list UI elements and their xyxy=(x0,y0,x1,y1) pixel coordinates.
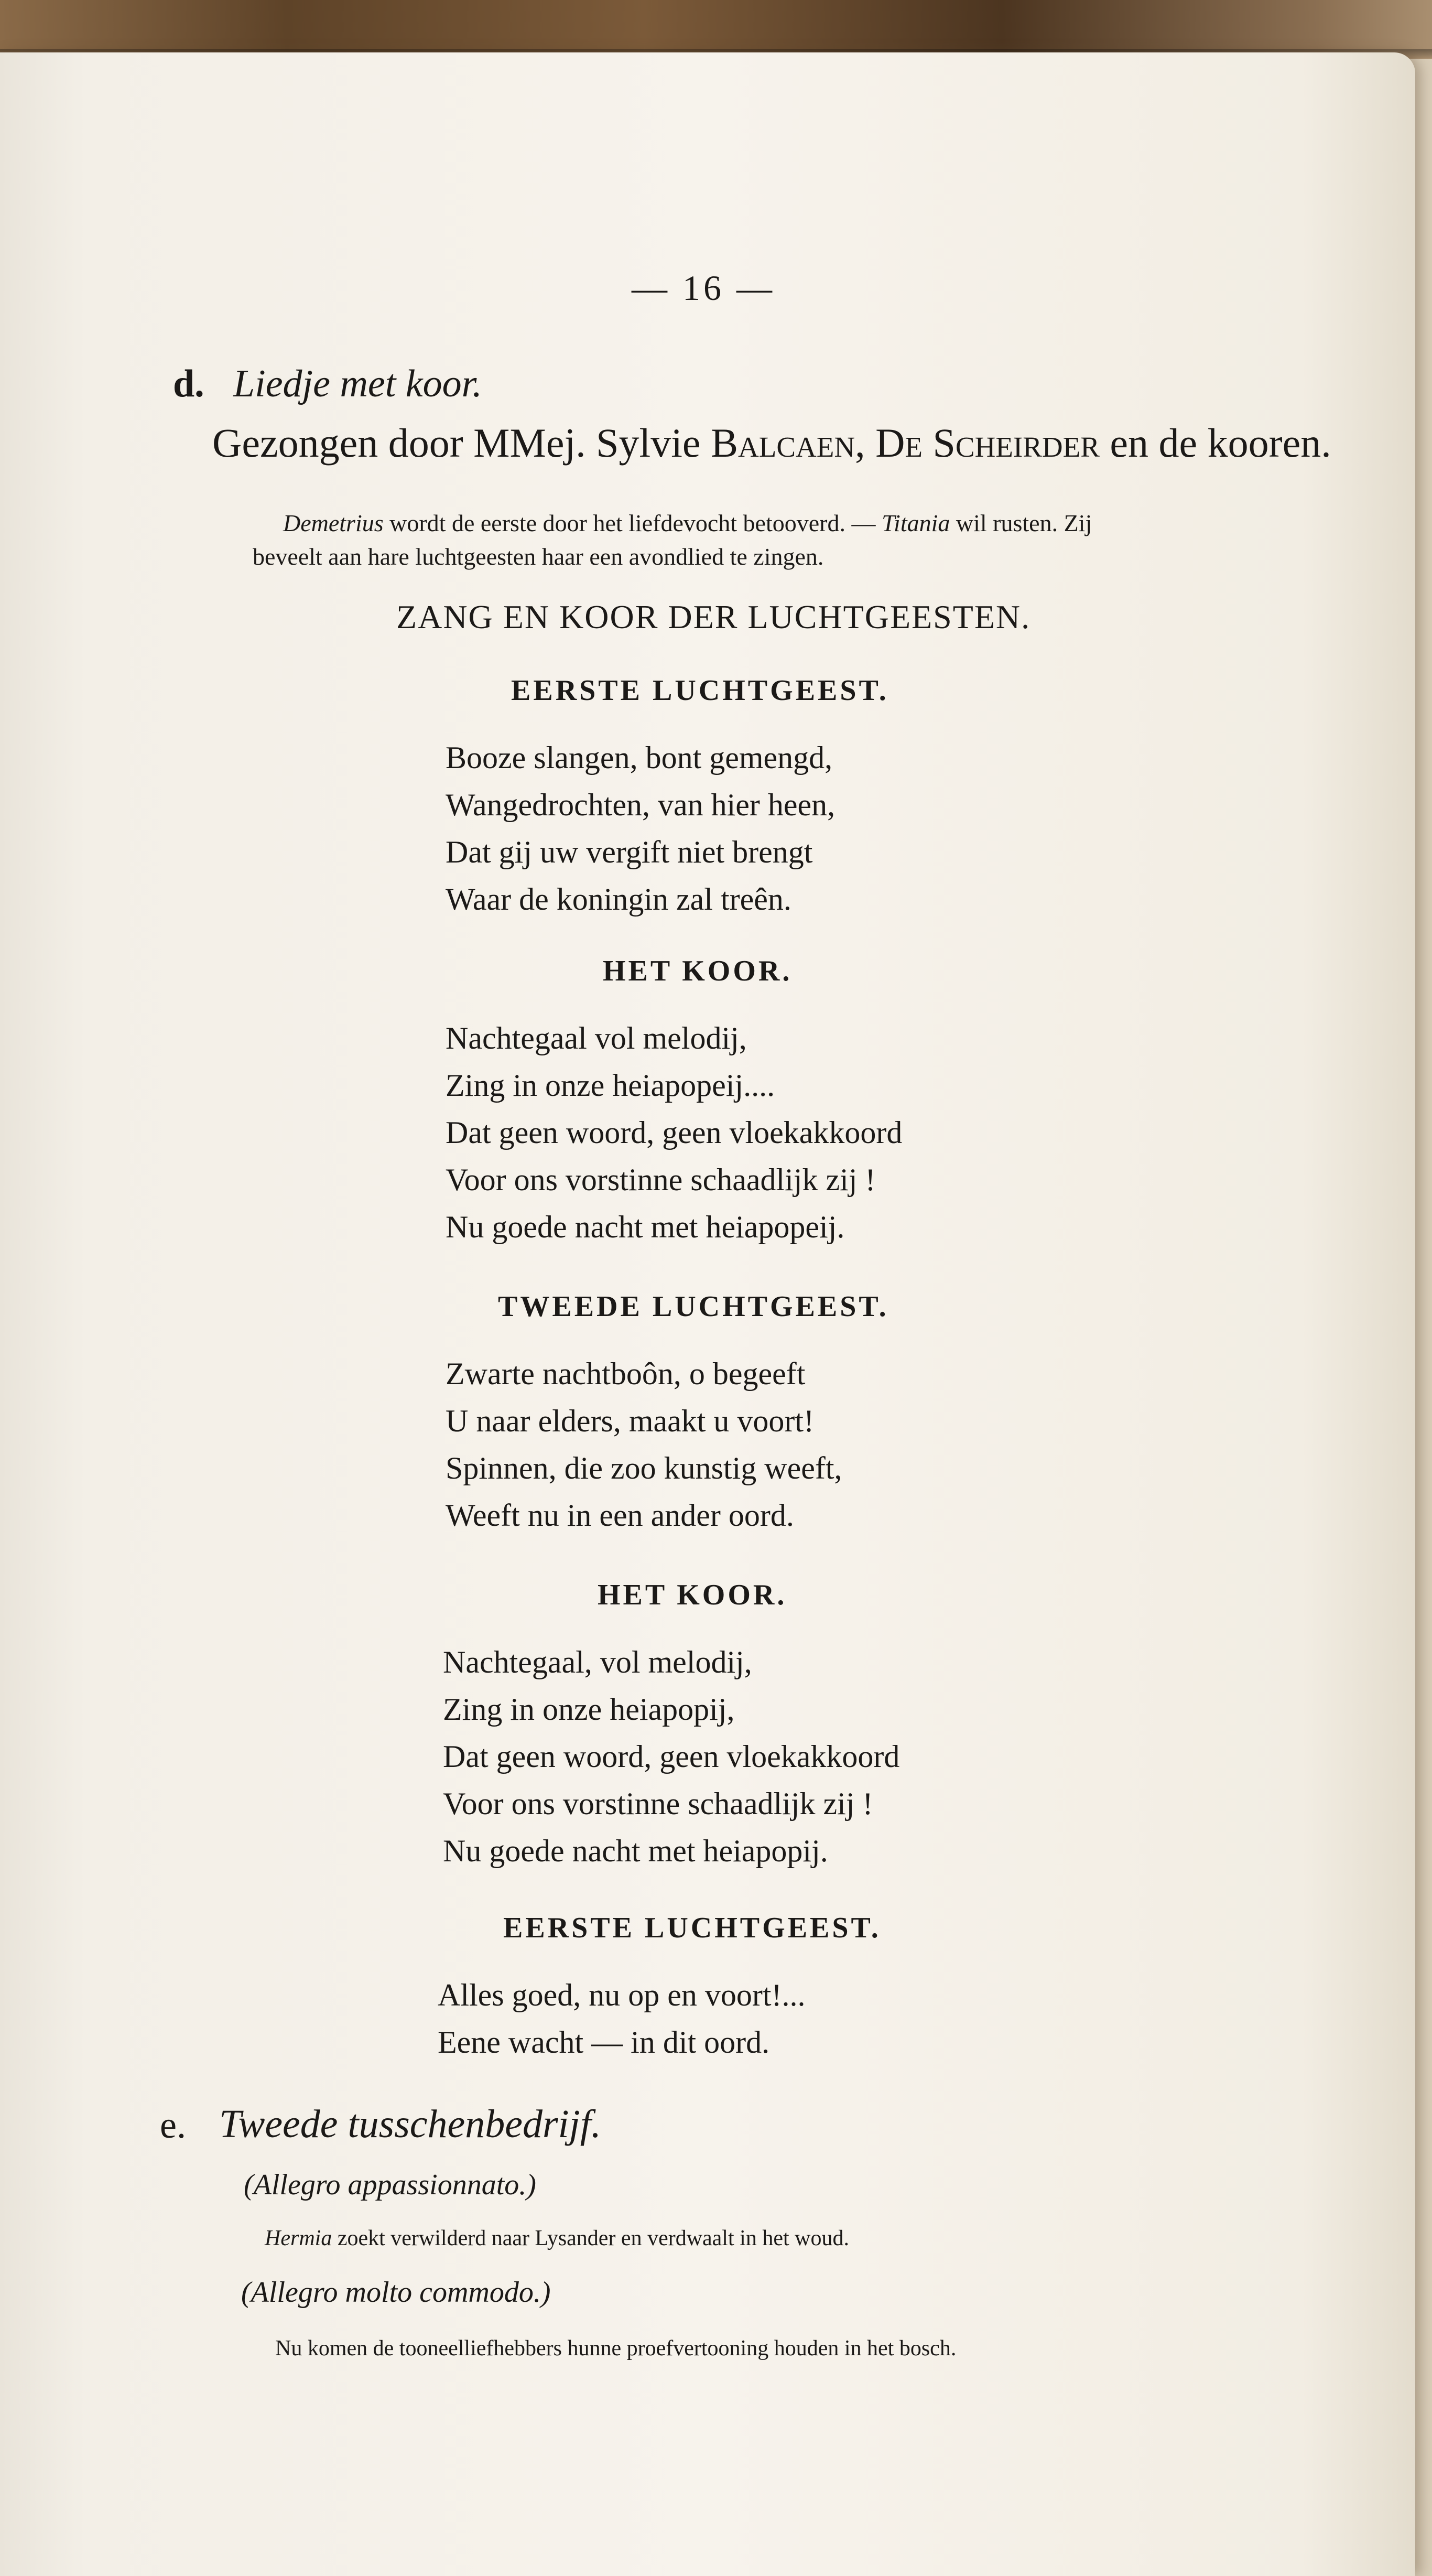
verse-line: Zwarte nachtboôn, o begeeft xyxy=(446,1356,806,1391)
singer-separator: , xyxy=(855,420,876,466)
verse-line: Voor ons vorstinne schaadlijk zij ! xyxy=(443,1786,873,1821)
verse-line: Zing in onze heiapopij, xyxy=(443,1692,735,1727)
stanza-speaker: EERSTE LUCHTGEEST. xyxy=(511,674,889,707)
stanza-speaker: HET KOOR. xyxy=(603,955,793,987)
verse-line: Booze slangen, bont gemengd, xyxy=(446,740,833,775)
stage-note-players: Nu komen de tooneelliefhebbers hunne proefvertooning houden in het bosch. xyxy=(275,2336,957,2361)
verse-line: Weeft nu in een ander oord. xyxy=(446,1498,794,1533)
verse-line: Dat geen woord, geen vloekakkoord xyxy=(446,1115,903,1150)
section-d-letter: d. xyxy=(173,362,204,405)
character-hermia: Hermia xyxy=(265,2226,332,2250)
singer-1: Balcaen xyxy=(711,420,855,466)
book-spine-edge xyxy=(0,0,1432,59)
section-d-title: Liedje met koor. xyxy=(233,362,482,405)
tempo-marking-1: (Allegro appassionnato.) xyxy=(244,2169,536,2201)
verse-line: Wangedrochten, van hier heen, xyxy=(446,788,836,822)
sung-by-prefix: Gezongen door MMej. Sylvie xyxy=(212,420,711,466)
verse-line: Zing in onze heiapopeij.... xyxy=(446,1068,775,1103)
stage-note-text: wordt de eerste door het liefdevocht betooverd. — xyxy=(383,510,882,536)
character-demetrius: Demetrius xyxy=(283,510,384,536)
stanza-speaker: EERSTE LUCHTGEEST. xyxy=(503,1912,881,1944)
verse-line: Dat geen woord, geen vloekakkoord xyxy=(443,1739,900,1774)
verse-line: Waar de koningin zal treên. xyxy=(446,882,791,917)
verse-line: Nachtegaal, vol melodij, xyxy=(443,1645,752,1679)
section-e-letter: e. xyxy=(160,2104,186,2146)
verse-line: U naar elders, maakt u voort! xyxy=(446,1404,815,1438)
singer-2: De Scheirder xyxy=(875,420,1100,466)
book-page xyxy=(0,52,1415,2576)
section-e-title: Tweede tusschenbedrijf. xyxy=(219,2102,601,2146)
stage-note-end: wil rusten. Zij xyxy=(950,510,1092,536)
stage-note-line-1 xyxy=(283,506,1092,540)
song-heading: ZANG EN KOOR DER LUCHTGEESTEN. xyxy=(396,598,1031,635)
stanza-speaker: TWEEDE LUCHTGEEST. xyxy=(498,1290,889,1323)
tempo-marking-2: (Allegro molto commodo.) xyxy=(241,2276,551,2309)
stage-note-hermia xyxy=(265,2226,849,2251)
sung-by-suffix: en de kooren. xyxy=(1099,420,1331,466)
verse-line: Spinnen, die zoo kunstig weeft, xyxy=(446,1451,842,1485)
verse-line: Dat gij uw vergift niet brengt xyxy=(446,835,813,869)
stanza-speaker: HET KOOR. xyxy=(598,1579,787,1611)
stage-note-hermia-text: zoekt verwilderd naar Lysander en verdwaalt in het woud. xyxy=(332,2226,849,2250)
verse-line: Nu goede nacht met heiapopij. xyxy=(443,1834,828,1868)
verse-line: Nu goede nacht met heiapopeij. xyxy=(446,1210,845,1244)
character-titania: Titania xyxy=(882,510,950,536)
page-number: — 16 — xyxy=(632,268,775,308)
stage-note-line-2: beveelt aan hare luchtgeesten haar een avondlied te zingen. xyxy=(253,543,824,570)
verse-line: Alles goed, nu op en voort!... xyxy=(438,1978,806,2012)
verse-line: Voor ons vorstinne schaadlijk zij ! xyxy=(446,1162,876,1197)
sung-by-line xyxy=(212,419,1331,467)
verse-line: Eene wacht — in dit oord. xyxy=(438,2025,770,2060)
verse-line: Nachtegaal vol melodij, xyxy=(446,1021,747,1055)
